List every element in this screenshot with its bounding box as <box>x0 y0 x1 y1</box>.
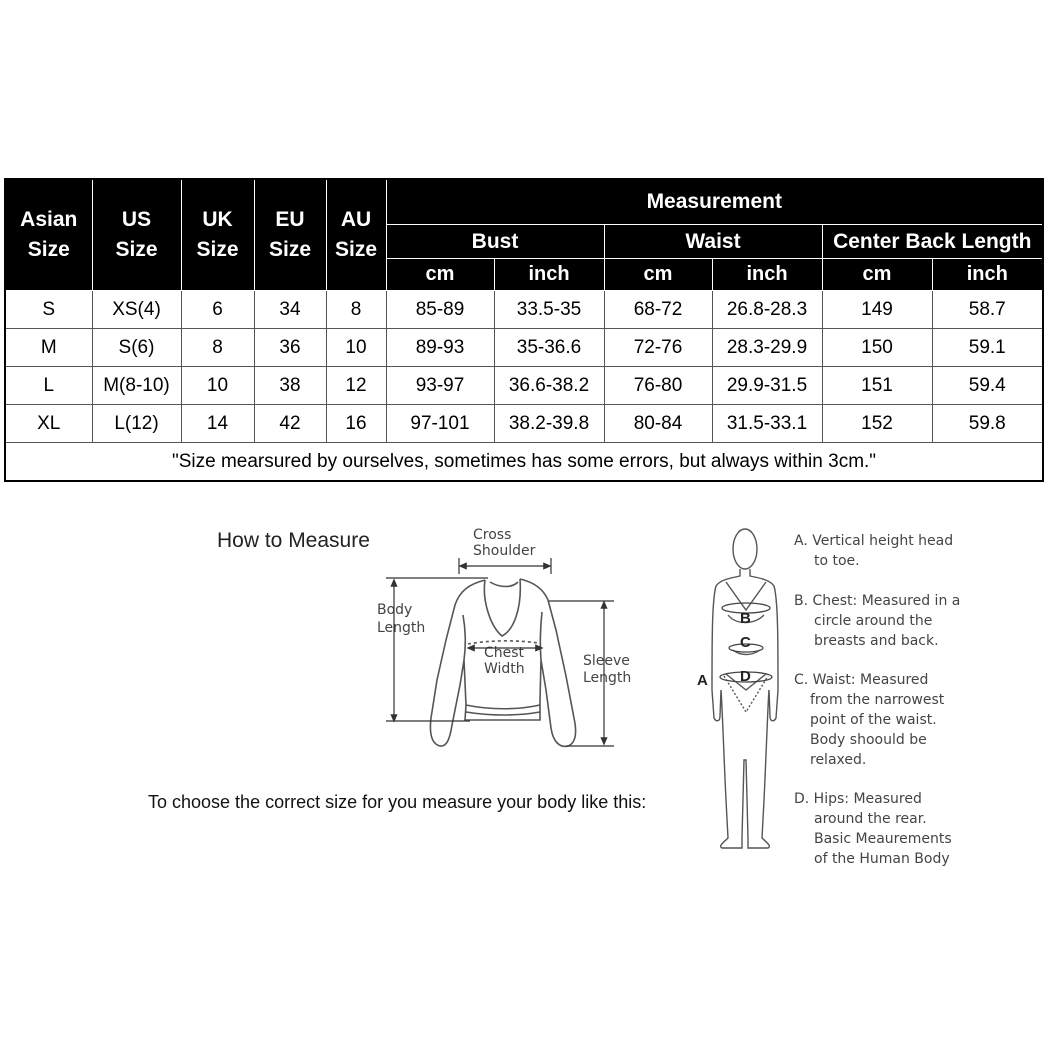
note-d-text: around the rear. <box>814 811 927 827</box>
note-d <box>794 789 994 869</box>
marker-b: B <box>740 610 751 627</box>
table-cell: 93-97 <box>386 367 494 405</box>
table-cell: M(8-10) <box>92 367 181 405</box>
table-cell: 36 <box>254 329 326 367</box>
header-au-size: AU Size <box>326 179 386 291</box>
table-cell: 59.8 <box>932 405 1043 443</box>
note-c <box>794 670 994 770</box>
table-cell: 14 <box>181 405 254 443</box>
table-cell: 36.6-38.2 <box>494 367 604 405</box>
note-d-text: of the Human Body <box>814 851 950 867</box>
cross-shoulder-label: Cross <box>473 527 512 543</box>
header-us-size: US Size <box>92 179 181 291</box>
table-cell: 97-101 <box>386 405 494 443</box>
note-b <box>794 591 994 651</box>
table-cell: 149 <box>822 291 932 329</box>
note-b-text: breasts and back. <box>814 633 939 649</box>
table-cell: 58.7 <box>932 291 1043 329</box>
header-unit: inch <box>494 259 604 291</box>
chest-width-label: Chest <box>484 645 525 661</box>
table-cell: L(12) <box>92 405 181 443</box>
header-uk-size: UK Size <box>181 179 254 291</box>
note-c-text: relaxed. <box>810 752 867 768</box>
table-cell: L <box>5 367 92 405</box>
marker-d: D <box>740 668 751 685</box>
marker-a: A <box>697 672 708 689</box>
table-cell: 80-84 <box>604 405 712 443</box>
note-d-text: Basic Meaurements <box>814 831 952 847</box>
choose-size-instruction: To choose the correct size for you measure your body like this: <box>148 792 647 812</box>
header-bust: Bust <box>386 225 604 259</box>
body-length-label: Length <box>377 620 426 636</box>
marker-c: C <box>740 634 751 651</box>
body-length-label: Body <box>377 602 413 618</box>
header-measurement: Measurement <box>386 179 1043 225</box>
human-body-icon <box>712 529 778 848</box>
cross-shoulder-label: Shoulder <box>473 543 536 559</box>
table-cell: 38 <box>254 367 326 405</box>
table-cell: 8 <box>181 329 254 367</box>
table-cell: 8 <box>326 291 386 329</box>
table-cell: 72-76 <box>604 329 712 367</box>
note-a-title: A. Vertical height head <box>794 533 954 549</box>
table-cell: 35-36.6 <box>494 329 604 367</box>
header-center-back-length: Center Back Length <box>822 225 1043 259</box>
header-asian-size: Asian Size <box>5 179 92 291</box>
table-cell: S <box>5 291 92 329</box>
table-cell: 38.2-39.8 <box>494 405 604 443</box>
table-cell: 59.1 <box>932 329 1043 367</box>
how-to-measure-title: How to Measure <box>217 529 370 552</box>
table-cell: 28.3-29.9 <box>712 329 822 367</box>
header-unit: cm <box>822 259 932 291</box>
table-cell: 152 <box>822 405 932 443</box>
table-cell: 26.8-28.3 <box>712 291 822 329</box>
table-cell: 33.5-35 <box>494 291 604 329</box>
chest-width-label: Width <box>484 661 525 677</box>
measurement-disclaimer: "Size mearsured by ourselves, sometimes has some errors, but always within 3cm." <box>5 443 1043 482</box>
table-cell: M <box>5 329 92 367</box>
note-c-title: C. Waist: Measured <box>794 672 929 688</box>
note-c-text: from the narrowest <box>810 692 945 708</box>
table-cell: 85-89 <box>386 291 494 329</box>
table-cell: 151 <box>822 367 932 405</box>
table-cell: XS(4) <box>92 291 181 329</box>
table-cell: 150 <box>822 329 932 367</box>
table-cell: 59.4 <box>932 367 1043 405</box>
table-cell: 31.5-33.1 <box>712 405 822 443</box>
table-cell: 34 <box>254 291 326 329</box>
header-unit: cm <box>604 259 712 291</box>
note-c-text: Body shoould be <box>810 732 927 748</box>
table-cell: 10 <box>326 329 386 367</box>
table-cell: 76-80 <box>604 367 712 405</box>
table-cell: 42 <box>254 405 326 443</box>
sleeve-length-label: Length <box>583 670 632 686</box>
table-cell: 16 <box>326 405 386 443</box>
table-cell: 29.9-31.5 <box>712 367 822 405</box>
table-cell: 68-72 <box>604 291 712 329</box>
sleeve-length-label: Sleeve <box>583 653 630 669</box>
note-c-text: point of the waist. <box>810 712 937 728</box>
header-eu-size: EU Size <box>254 179 326 291</box>
table-cell: 89-93 <box>386 329 494 367</box>
header-unit: inch <box>712 259 822 291</box>
table-cell: 12 <box>326 367 386 405</box>
table-cell: 6 <box>181 291 254 329</box>
note-b-text: circle around the <box>814 613 933 629</box>
header-waist: Waist <box>604 225 822 259</box>
header-unit: inch <box>932 259 1043 291</box>
note-b-title: B. Chest: Measured in a <box>794 593 961 609</box>
table-cell: 10 <box>181 367 254 405</box>
note-d-title: D. Hips: Measured <box>794 791 922 807</box>
header-unit: cm <box>386 259 494 291</box>
table-cell: XL <box>5 405 92 443</box>
table-cell: S(6) <box>92 329 181 367</box>
note-a-text: to toe. <box>814 553 860 569</box>
note-a <box>794 531 994 571</box>
